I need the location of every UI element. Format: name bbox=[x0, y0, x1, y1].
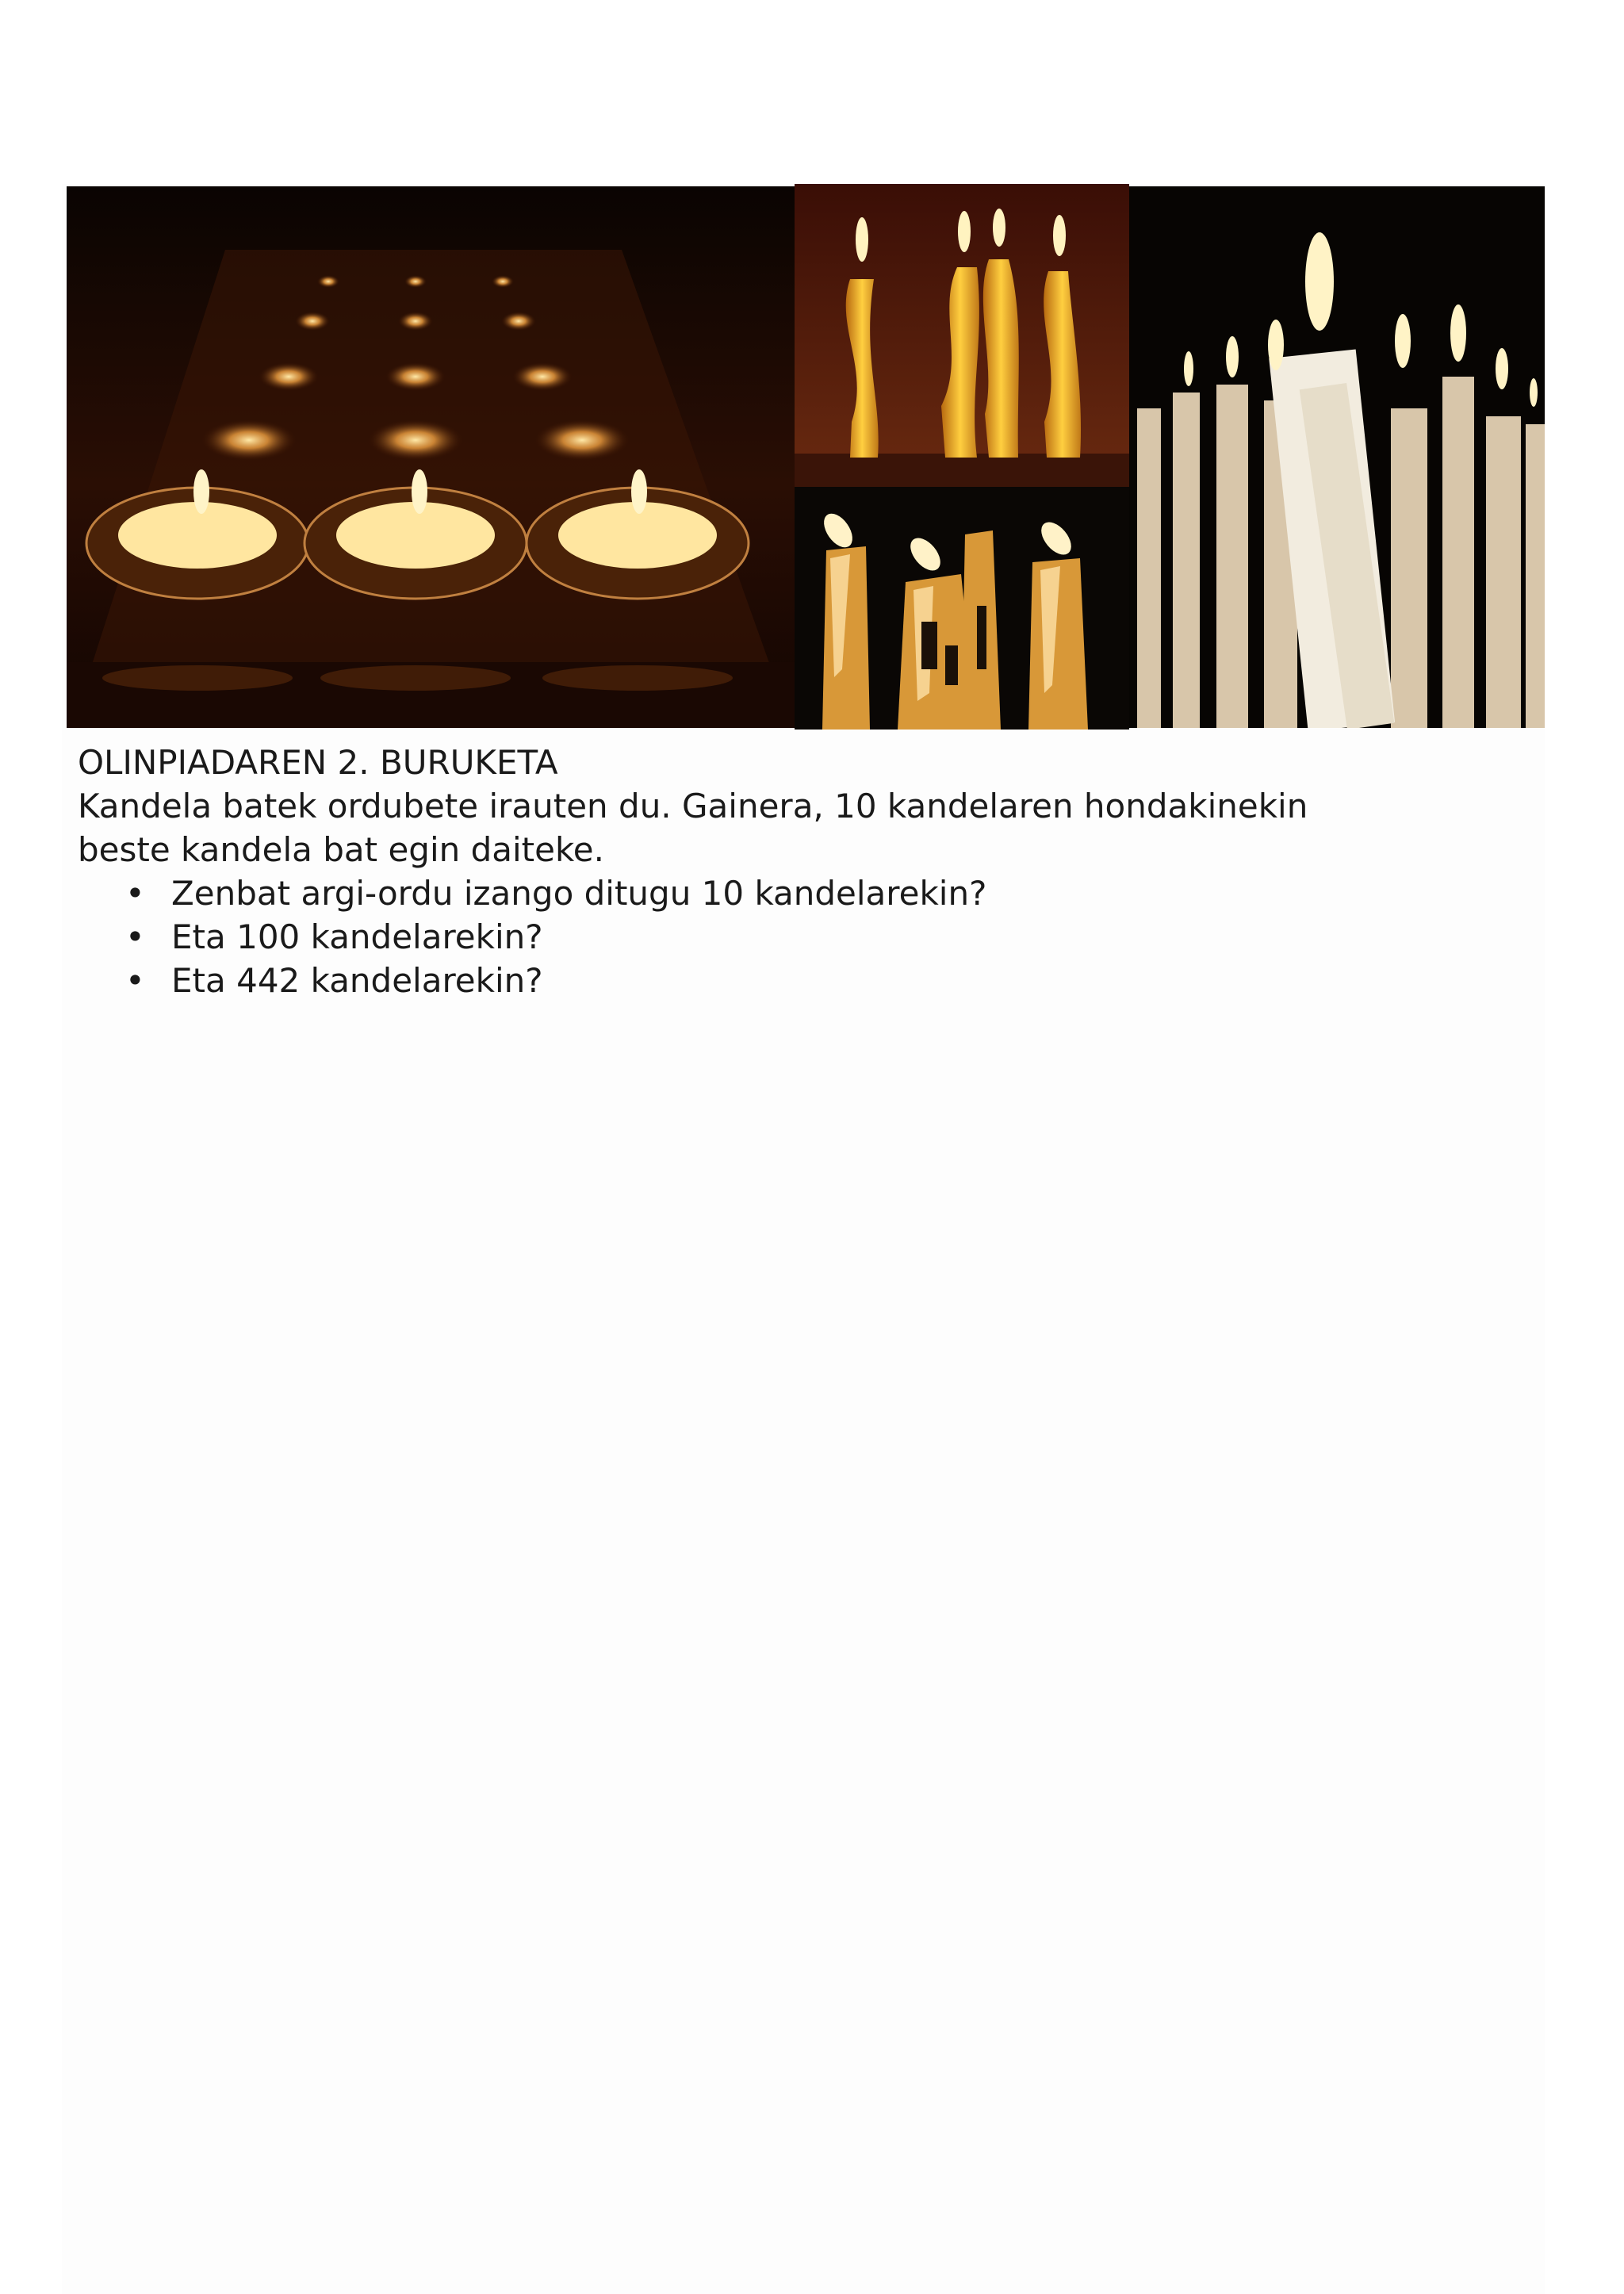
question-text: Zenbat argi-ordu izango ditugu 10 kandelarekin? bbox=[171, 874, 987, 913]
problem-statement bbox=[78, 784, 1505, 871]
problem-title: OLINPIADAREN 2. BURUKETA bbox=[78, 743, 558, 782]
tealights-photo bbox=[67, 186, 795, 728]
problem-text bbox=[78, 741, 1505, 1002]
question-item bbox=[125, 871, 1505, 915]
taper-candles-photo bbox=[1129, 186, 1545, 728]
sculpted-candles-photo bbox=[795, 184, 1129, 487]
bullet-icon: • bbox=[125, 874, 145, 913]
question-list bbox=[78, 871, 1505, 1002]
bullet-icon: • bbox=[125, 917, 145, 956]
problem-line: Kandela batek ordubete irauten du. Gainera, 10 kandelaren hondakinekin bbox=[78, 787, 1308, 825]
question-text: Eta 442 kandelarekin? bbox=[171, 961, 543, 1000]
question-item bbox=[125, 915, 1505, 959]
problem-line: beste kandela bat egin daiteke. bbox=[78, 830, 604, 869]
bullet-icon: • bbox=[125, 961, 145, 1000]
question-item bbox=[125, 959, 1505, 1002]
question-text: Eta 100 kandelarekin? bbox=[171, 917, 543, 956]
dripping-candles-photo bbox=[795, 487, 1129, 730]
